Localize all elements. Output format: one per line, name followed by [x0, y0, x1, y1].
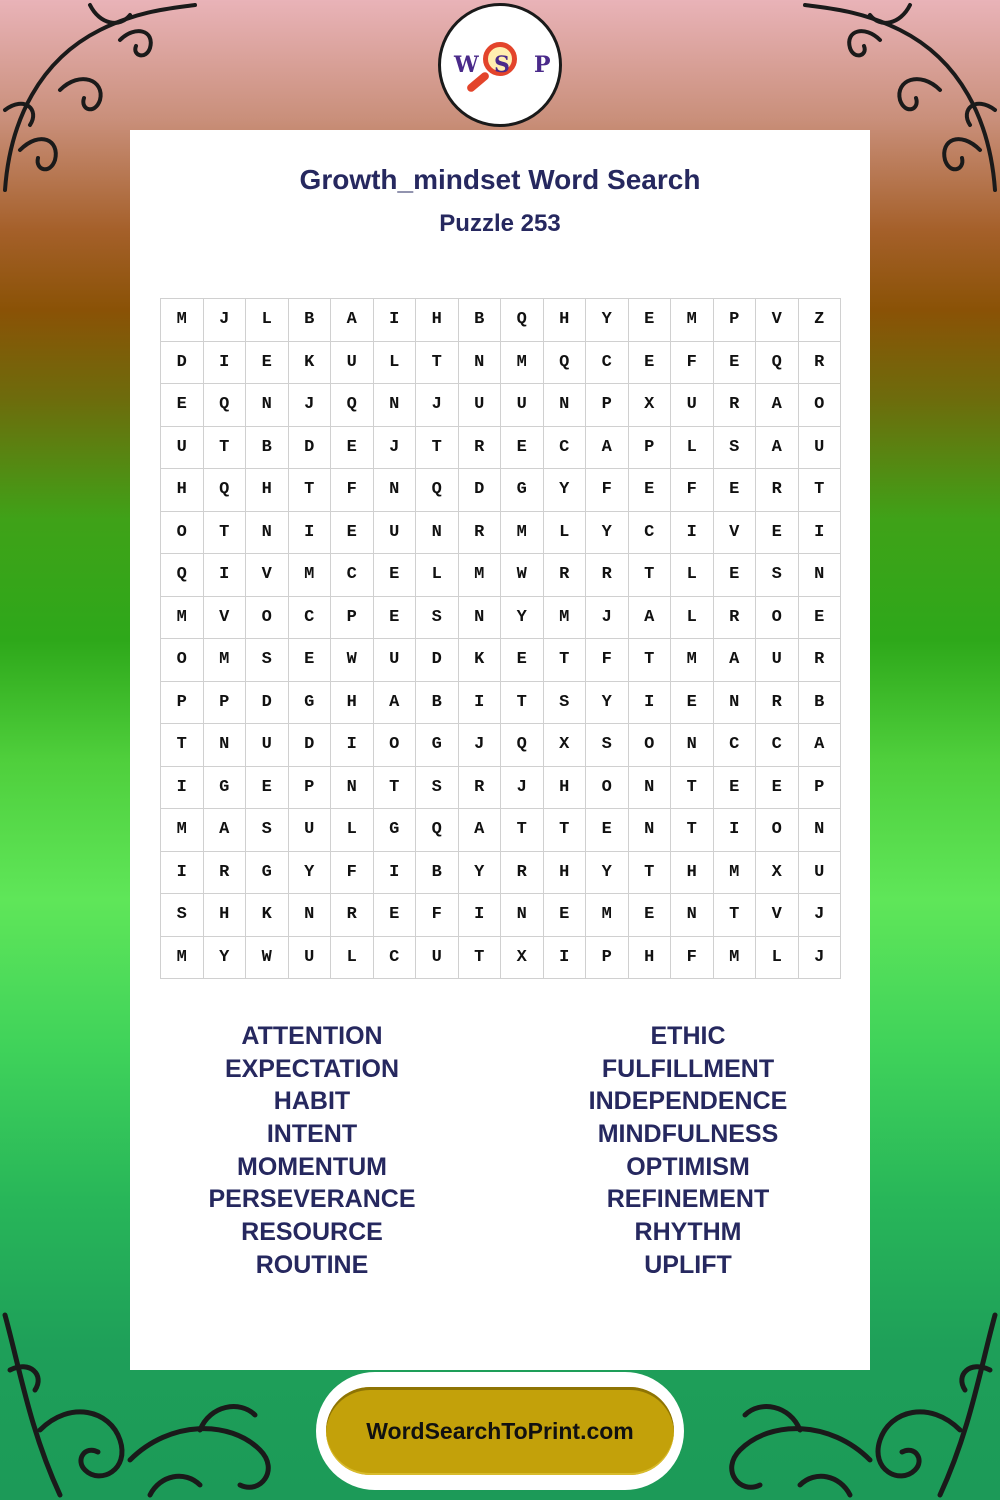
grid-cell[interactable]: L [671, 427, 714, 470]
grid-cell[interactable]: N [501, 894, 544, 937]
grid-cell[interactable]: J [204, 299, 247, 342]
grid-cell[interactable]: H [204, 894, 247, 937]
grid-cell[interactable]: J [416, 384, 459, 427]
grid-cell[interactable]: N [374, 384, 417, 427]
grid-cell[interactable]: E [161, 384, 204, 427]
grid-cell[interactable]: N [374, 469, 417, 512]
word-list-item: INDEPENDENCE [588, 1087, 788, 1116]
grid-cell[interactable]: T [416, 427, 459, 470]
footer-badge [316, 1372, 684, 1490]
grid-cell[interactable]: M [671, 639, 714, 682]
grid-cell[interactable]: J [374, 427, 417, 470]
grid-cell[interactable]: N [459, 342, 502, 385]
grid-cell[interactable]: U [161, 427, 204, 470]
grid-cell[interactable]: L [374, 342, 417, 385]
grid-cell[interactable]: P [331, 597, 374, 640]
grid-cell[interactable]: D [289, 427, 332, 470]
grid-cell[interactable]: E [246, 342, 289, 385]
grid-cell[interactable]: F [671, 469, 714, 512]
grid-cell[interactable]: C [586, 342, 629, 385]
site-link[interactable]: WordSearchToPrint.com [326, 1387, 674, 1475]
grid-cell[interactable]: S [161, 894, 204, 937]
logo-letter-p: P [534, 52, 551, 78]
grid-cell[interactable]: L [671, 554, 714, 597]
grid-cell[interactable]: C [756, 724, 799, 767]
grid-cell[interactable]: T [459, 937, 502, 980]
grid-cell[interactable]: I [459, 894, 502, 937]
grid-cell[interactable]: G [246, 852, 289, 895]
grid-cell[interactable]: I [714, 809, 757, 852]
grid-cell[interactable]: G [416, 724, 459, 767]
grid-cell[interactable]: E [586, 809, 629, 852]
grid-cell[interactable]: L [331, 809, 374, 852]
grid-cell[interactable]: G [374, 809, 417, 852]
grid-cell[interactable]: U [799, 852, 842, 895]
grid-cell[interactable]: N [289, 894, 332, 937]
grid-cell[interactable]: M [161, 299, 204, 342]
grid-cell[interactable]: N [714, 682, 757, 725]
word-list-item: MINDFULNESS [597, 1120, 779, 1149]
grid-cell[interactable]: T [799, 469, 842, 512]
grid-cell[interactable]: L [246, 299, 289, 342]
grid-cell[interactable]: A [799, 724, 842, 767]
letter-grid [160, 298, 841, 979]
grid-cell[interactable]: F [331, 469, 374, 512]
grid-cell[interactable]: U [799, 427, 842, 470]
grid-cell[interactable]: X [544, 724, 587, 767]
grid-cell[interactable]: B [416, 852, 459, 895]
grid-cell[interactable]: N [246, 512, 289, 555]
grid-cell[interactable]: S [586, 724, 629, 767]
grid-cell[interactable]: E [501, 427, 544, 470]
grid-cell[interactable]: M [544, 597, 587, 640]
grid-cell[interactable]: G [289, 682, 332, 725]
grid-cell[interactable]: J [799, 894, 842, 937]
grid-cell[interactable]: R [714, 384, 757, 427]
grid-cell[interactable]: E [714, 469, 757, 512]
grid-cell[interactable]: O [799, 384, 842, 427]
grid-cell[interactable]: T [629, 852, 672, 895]
grid-cell[interactable]: K [246, 894, 289, 937]
grid-cell[interactable]: A [459, 809, 502, 852]
grid-cell[interactable]: S [544, 682, 587, 725]
grid-cell[interactable]: F [331, 852, 374, 895]
grid-cell[interactable]: C [331, 554, 374, 597]
grid-cell[interactable]: F [671, 937, 714, 980]
grid-cell[interactable]: E [756, 767, 799, 810]
grid-cell[interactable]: G [501, 469, 544, 512]
grid-cell[interactable]: S [714, 427, 757, 470]
logo-letter-s: S [494, 52, 510, 78]
grid-cell[interactable]: O [756, 597, 799, 640]
grid-cell[interactable]: E [331, 427, 374, 470]
grid-cell[interactable]: Y [586, 512, 629, 555]
grid-cell[interactable]: O [586, 767, 629, 810]
grid-cell[interactable]: V [714, 512, 757, 555]
grid-cell[interactable]: B [416, 682, 459, 725]
word-list-item: OPTIMISM [626, 1152, 750, 1181]
word-list-right [523, 1020, 853, 1282]
grid-cell[interactable]: R [544, 554, 587, 597]
grid-cell[interactable]: E [671, 682, 714, 725]
grid-cell[interactable]: B [289, 299, 332, 342]
grid-cell[interactable]: P [161, 682, 204, 725]
grid-cell[interactable]: T [501, 682, 544, 725]
grid-cell[interactable]: D [459, 469, 502, 512]
page-title: Growth_mindset Word Search [299, 164, 701, 195]
grid-cell[interactable]: Y [501, 597, 544, 640]
grid-cell[interactable]: J [501, 767, 544, 810]
grid-cell[interactable]: P [586, 937, 629, 980]
grid-cell[interactable]: F [586, 639, 629, 682]
grid-cell[interactable]: P [586, 384, 629, 427]
grid-cell[interactable]: H [161, 469, 204, 512]
grid-cell[interactable]: E [714, 767, 757, 810]
grid-cell[interactable]: O [161, 512, 204, 555]
word-list-item: ROUTINE [255, 1250, 369, 1279]
grid-cell[interactable]: Q [331, 384, 374, 427]
word-list-item: HABIT [273, 1087, 351, 1116]
grid-cell[interactable]: S [246, 809, 289, 852]
grid-cell[interactable]: N [671, 724, 714, 767]
grid-cell[interactable]: C [374, 937, 417, 980]
grid-cell[interactable]: J [799, 937, 842, 980]
grid-cell[interactable]: B [246, 427, 289, 470]
grid-cell[interactable]: O [629, 724, 672, 767]
grid-cell[interactable]: M [714, 937, 757, 980]
grid-cell[interactable]: H [331, 682, 374, 725]
grid-cell[interactable]: R [204, 852, 247, 895]
grid-cell[interactable]: I [544, 937, 587, 980]
grid-cell[interactable]: E [714, 554, 757, 597]
grid-cell[interactable]: N [331, 767, 374, 810]
grid-cell[interactable]: I [459, 682, 502, 725]
grid-cell[interactable]: T [544, 639, 587, 682]
grid-cell[interactable]: U [501, 384, 544, 427]
grid-cell[interactable]: P [629, 427, 672, 470]
grid-cell[interactable]: M [204, 639, 247, 682]
grid-cell[interactable]: F [671, 342, 714, 385]
word-list-item: ETHIC [650, 1022, 726, 1050]
grid-cell[interactable]: E [289, 639, 332, 682]
grid-cell[interactable]: P [714, 299, 757, 342]
grid-cell[interactable]: C [544, 427, 587, 470]
grid-cell[interactable]: Q [161, 554, 204, 597]
grid-cell[interactable]: Z [799, 299, 842, 342]
grid-cell[interactable]: E [331, 512, 374, 555]
grid-cell[interactable]: B [459, 299, 502, 342]
word-list-item: UPLIFT [644, 1250, 732, 1279]
grid-cell[interactable]: Y [586, 852, 629, 895]
grid-cell[interactable]: F [416, 894, 459, 937]
grid-cell[interactable]: Y [459, 852, 502, 895]
grid-cell[interactable]: D [289, 724, 332, 767]
grid-cell[interactable]: J [459, 724, 502, 767]
grid-cell[interactable]: H [629, 937, 672, 980]
grid-cell[interactable]: A [374, 682, 417, 725]
grid-cell[interactable]: H [416, 299, 459, 342]
grid-cell[interactable]: T [161, 724, 204, 767]
grid-cell[interactable]: Q [416, 469, 459, 512]
word-list-item: INTENT [266, 1120, 358, 1149]
grid-cell[interactable]: M [161, 937, 204, 980]
grid-cell[interactable]: I [204, 342, 247, 385]
grid-cell[interactable]: Y [586, 299, 629, 342]
grid-cell[interactable]: R [756, 469, 799, 512]
grid-cell[interactable]: U [374, 512, 417, 555]
grid-cell[interactable]: E [374, 894, 417, 937]
grid-cell[interactable]: E [629, 469, 672, 512]
grid-cell[interactable]: E [544, 894, 587, 937]
grid-cell[interactable]: R [501, 852, 544, 895]
grid-cell[interactable]: N [544, 384, 587, 427]
grid-cell[interactable]: T [544, 809, 587, 852]
grid-cell[interactable]: N [799, 554, 842, 597]
grid-cell[interactable]: R [799, 639, 842, 682]
grid-cell[interactable]: B [799, 682, 842, 725]
grid-cell[interactable]: N [629, 767, 672, 810]
grid-cell[interactable]: I [204, 554, 247, 597]
grid-cell[interactable]: N [459, 597, 502, 640]
grid-cell[interactable]: I [799, 512, 842, 555]
grid-cell[interactable]: N [246, 384, 289, 427]
grid-cell[interactable]: C [289, 597, 332, 640]
grid-cell[interactable]: V [204, 597, 247, 640]
puzzle-number: Puzzle 253 [439, 210, 561, 237]
grid-cell[interactable]: Y [204, 937, 247, 980]
grid-cell[interactable]: S [246, 639, 289, 682]
grid-cell[interactable]: S [756, 554, 799, 597]
grid-cell[interactable]: R [459, 767, 502, 810]
grid-cell[interactable]: T [501, 809, 544, 852]
grid-cell[interactable]: T [204, 427, 247, 470]
grid-cell[interactable]: Q [204, 384, 247, 427]
grid-cell[interactable]: C [629, 512, 672, 555]
grid-cell[interactable]: M [501, 512, 544, 555]
grid-cell[interactable]: U [331, 342, 374, 385]
word-list-item: RESOURCE [241, 1218, 383, 1247]
grid-cell[interactable]: A [756, 384, 799, 427]
grid-cell[interactable]: W [246, 937, 289, 980]
grid-cell[interactable]: L [416, 554, 459, 597]
grid-cell[interactable]: Y [586, 682, 629, 725]
grid-cell[interactable]: A [586, 427, 629, 470]
grid-cell[interactable]: D [161, 342, 204, 385]
grid-cell[interactable]: O [374, 724, 417, 767]
grid-cell[interactable]: A [714, 639, 757, 682]
grid-cell[interactable]: R [799, 342, 842, 385]
grid-cell[interactable]: I [374, 852, 417, 895]
grid-cell[interactable]: Q [416, 809, 459, 852]
grid-cell[interactable]: W [501, 554, 544, 597]
grid-cell[interactable]: L [331, 937, 374, 980]
grid-cell[interactable]: G [204, 767, 247, 810]
grid-cell[interactable]: T [289, 469, 332, 512]
grid-cell[interactable]: A [629, 597, 672, 640]
grid-cell[interactable]: E [501, 639, 544, 682]
grid-cell[interactable]: T [629, 639, 672, 682]
grid-cell[interactable]: U [246, 724, 289, 767]
grid-cell[interactable]: M [671, 299, 714, 342]
word-list-item: MOMENTUM [237, 1152, 387, 1181]
grid-cell[interactable]: T [671, 767, 714, 810]
grid-cell[interactable]: I [289, 512, 332, 555]
grid-cell[interactable]: E [756, 512, 799, 555]
grid-cell[interactable]: E [629, 299, 672, 342]
grid-cell[interactable]: S [416, 597, 459, 640]
grid-cell[interactable]: Y [544, 469, 587, 512]
grid-cell[interactable]: E [246, 767, 289, 810]
grid-cell[interactable]: U [289, 937, 332, 980]
grid-cell[interactable]: M [161, 809, 204, 852]
grid-cell[interactable]: L [544, 512, 587, 555]
grid-cell[interactable]: M [289, 554, 332, 597]
grid-cell[interactable]: K [459, 639, 502, 682]
grid-cell[interactable]: M [586, 894, 629, 937]
grid-cell[interactable]: P [799, 767, 842, 810]
site-logo[interactable] [438, 3, 562, 127]
grid-cell[interactable]: T [374, 767, 417, 810]
grid-cell[interactable]: Q [756, 342, 799, 385]
grid-cell[interactable]: O [246, 597, 289, 640]
word-list-left [147, 1020, 477, 1282]
grid-cell[interactable]: R [331, 894, 374, 937]
grid-cell[interactable]: T [416, 342, 459, 385]
grid-cell[interactable]: X [501, 937, 544, 980]
grid-cell[interactable]: E [714, 342, 757, 385]
grid-cell[interactable]: D [246, 682, 289, 725]
grid-cell[interactable]: S [416, 767, 459, 810]
grid-cell[interactable]: A [756, 427, 799, 470]
grid-cell[interactable]: U [374, 639, 417, 682]
grid-cell[interactable]: M [714, 852, 757, 895]
grid-cell[interactable]: M [459, 554, 502, 597]
grid-cell[interactable]: E [799, 597, 842, 640]
grid-cell[interactable]: H [246, 469, 289, 512]
grid-cell[interactable]: U [756, 639, 799, 682]
grid-cell[interactable]: H [544, 852, 587, 895]
grid-cell[interactable]: T [671, 809, 714, 852]
word-list-item: RHYTHM [634, 1218, 742, 1247]
word-list-item: ATTENTION [241, 1022, 383, 1050]
grid-cell[interactable]: Q [204, 469, 247, 512]
grid-cell[interactable]: P [289, 767, 332, 810]
grid-cell[interactable]: Y [289, 852, 332, 895]
grid-cell[interactable]: R [756, 682, 799, 725]
grid-cell[interactable]: E [374, 597, 417, 640]
grid-cell[interactable]: I [331, 724, 374, 767]
grid-cell[interactable]: N [204, 724, 247, 767]
grid-cell[interactable]: R [459, 427, 502, 470]
grid-cell[interactable]: W [331, 639, 374, 682]
grid-cell[interactable]: I [671, 512, 714, 555]
grid-cell[interactable]: L [671, 597, 714, 640]
grid-cell[interactable]: T [629, 554, 672, 597]
grid-cell[interactable]: X [756, 852, 799, 895]
grid-cell[interactable]: Q [501, 724, 544, 767]
grid-cell[interactable]: V [246, 554, 289, 597]
grid-cell[interactable]: R [714, 597, 757, 640]
word-list-item: EXPECTATION [224, 1054, 400, 1083]
grid-cell[interactable]: M [161, 597, 204, 640]
grid-cell[interactable]: I [374, 299, 417, 342]
grid-cell[interactable]: A [204, 809, 247, 852]
grid-cell[interactable]: I [161, 852, 204, 895]
grid-cell[interactable]: D [416, 639, 459, 682]
grid-cell[interactable]: M [501, 342, 544, 385]
grid-cell[interactable]: V [756, 894, 799, 937]
grid-cell[interactable]: R [459, 512, 502, 555]
grid-cell[interactable]: T [204, 512, 247, 555]
grid-cell[interactable]: H [544, 767, 587, 810]
grid-cell[interactable]: U [671, 384, 714, 427]
grid-cell[interactable]: N [671, 894, 714, 937]
grid-cell[interactable]: J [289, 384, 332, 427]
grid-cell[interactable]: Q [544, 342, 587, 385]
grid-cell[interactable]: I [629, 682, 672, 725]
grid-cell[interactable]: H [544, 299, 587, 342]
logo-letter-w: W [454, 52, 479, 78]
grid-cell[interactable]: T [714, 894, 757, 937]
grid-cell[interactable]: N [629, 809, 672, 852]
grid-cell[interactable]: Q [501, 299, 544, 342]
puzzle-sheet [130, 130, 870, 1370]
grid-cell[interactable]: P [204, 682, 247, 725]
grid-cell[interactable]: X [629, 384, 672, 427]
grid-cell[interactable]: I [161, 767, 204, 810]
grid-cell[interactable]: H [671, 852, 714, 895]
grid-cell[interactable]: J [586, 597, 629, 640]
grid-cell[interactable]: U [459, 384, 502, 427]
grid-cell[interactable]: N [799, 809, 842, 852]
word-list-item: PERSEVERANCE [208, 1185, 416, 1214]
grid-cell[interactable]: L [756, 937, 799, 980]
grid-cell[interactable]: A [331, 299, 374, 342]
grid-cell[interactable]: E [629, 342, 672, 385]
word-list-item: REFINEMENT [606, 1185, 770, 1214]
grid-cell[interactable]: N [416, 512, 459, 555]
grid-cell[interactable]: U [416, 937, 459, 980]
grid-cell[interactable]: C [714, 724, 757, 767]
grid-cell[interactable]: O [161, 639, 204, 682]
grid-cell[interactable]: V [756, 299, 799, 342]
word-list-item: FULFILLMENT [601, 1054, 775, 1083]
grid-cell[interactable]: R [586, 554, 629, 597]
grid-cell[interactable]: E [374, 554, 417, 597]
grid-cell[interactable]: U [289, 809, 332, 852]
grid-cell[interactable]: E [629, 894, 672, 937]
grid-cell[interactable]: K [289, 342, 332, 385]
grid-cell[interactable]: F [586, 469, 629, 512]
grid-cell[interactable]: O [756, 809, 799, 852]
